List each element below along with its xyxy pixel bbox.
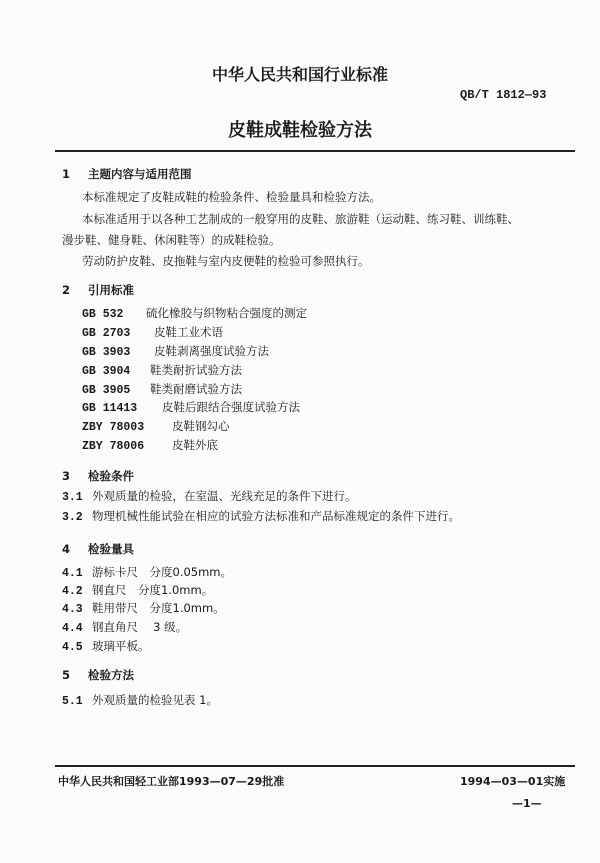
clause-number: 4.2 bbox=[62, 585, 83, 598]
reference-item bbox=[82, 399, 300, 415]
reference-title: 硫化橡胶与织物粘合强度的测定 bbox=[146, 306, 307, 320]
reference-code: ZBY 78006 bbox=[82, 440, 145, 453]
paragraph: 本标准规定了皮鞋成鞋的检验条件、检验量具和检验方法。 bbox=[82, 190, 381, 204]
reference-item bbox=[82, 343, 269, 359]
clause bbox=[62, 582, 213, 598]
paragraph: 劳动防护皮鞋、皮拖鞋与室内皮便鞋的检验可参照执行。 bbox=[82, 254, 370, 268]
section-2-heading bbox=[62, 282, 134, 298]
reference-code: GB 532 bbox=[82, 308, 124, 321]
standard-number: QB/T 1812—93 bbox=[460, 88, 547, 102]
clause-text: 外观质量的检验见表 1。 bbox=[92, 693, 218, 707]
section-title: 检验方法 bbox=[88, 668, 135, 682]
clause-number: 5.1 bbox=[62, 695, 83, 708]
section-number: 1 bbox=[62, 167, 71, 181]
header-rule bbox=[55, 150, 575, 152]
footer-rule bbox=[55, 765, 575, 767]
clause-number: 4.1 bbox=[62, 567, 83, 580]
reference-item bbox=[82, 305, 307, 321]
clause-text: 物理机械性能试验在相应的试验方法标准和产品标准规定的条件下进行。 bbox=[92, 509, 460, 523]
clause-text: 钢直角尺 3 级。 bbox=[92, 620, 188, 634]
clause-text: 鞋用带尺 分度1.0mm。 bbox=[92, 601, 225, 615]
doc-title: 皮鞋成鞋检验方法 bbox=[228, 120, 372, 141]
paragraph: 漫步鞋、健身鞋、休闲鞋等）的成鞋检验。 bbox=[62, 233, 281, 247]
reference-title: 鞋类耐磨试验方法 bbox=[150, 382, 242, 396]
clause-text: 外观质量的检验，在室温、光线充足的条件下进行。 bbox=[92, 489, 357, 503]
clause-number: 3.2 bbox=[62, 511, 83, 524]
reference-code: GB 3903 bbox=[82, 346, 131, 359]
clause-number: 4.3 bbox=[62, 603, 83, 616]
clause bbox=[62, 508, 460, 524]
reference-item bbox=[82, 381, 242, 397]
page-number: —1— bbox=[512, 797, 542, 810]
reference-code: GB 2703 bbox=[82, 327, 131, 340]
reference-item bbox=[82, 418, 230, 434]
clause-text: 玻璃平板。 bbox=[92, 639, 150, 653]
reference-title: 皮鞋外底 bbox=[172, 438, 218, 452]
org-title: 中华人民共和国行业标准 bbox=[211, 65, 388, 84]
section-4-heading bbox=[62, 541, 134, 557]
reference-item bbox=[82, 437, 218, 453]
clause-number: 3.1 bbox=[62, 491, 83, 504]
reference-title: 皮鞋后跟结合强度试验方法 bbox=[162, 400, 300, 414]
effective-date: 1994—03—01实施 bbox=[460, 775, 566, 788]
reference-item bbox=[82, 362, 242, 378]
clause bbox=[62, 564, 232, 580]
reference-title: 鞋类耐折试验方法 bbox=[150, 363, 242, 377]
reference-code: GB 11413 bbox=[82, 402, 138, 415]
reference-code: GB 3905 bbox=[82, 384, 131, 397]
clause bbox=[62, 600, 225, 616]
reference-title: 皮鞋钢勾心 bbox=[172, 419, 230, 433]
section-3-heading bbox=[62, 468, 134, 484]
clause-number: 4.4 bbox=[62, 622, 83, 635]
reference-title: 皮鞋工业术语 bbox=[154, 325, 223, 339]
clause-number: 4.5 bbox=[62, 641, 83, 654]
section-title: 检验条件 bbox=[88, 469, 135, 483]
approval-text: 中华人民共和国轻工业部1993—07—29批准 bbox=[58, 775, 285, 788]
paragraph: 本标准适用于以各种工艺制成的一般穿用的皮鞋、旅游鞋（运动鞋、练习鞋、训练鞋、 bbox=[82, 212, 519, 226]
section-title: 主题内容与适用范围 bbox=[88, 167, 192, 181]
clause bbox=[62, 638, 150, 654]
reference-code: ZBY 78003 bbox=[82, 421, 145, 434]
section-title: 检验量具 bbox=[88, 542, 135, 556]
section-5-heading bbox=[62, 667, 134, 683]
section-number: 3 bbox=[62, 469, 71, 483]
clause bbox=[62, 692, 218, 708]
clause-text: 游标卡尺 分度0.05mm。 bbox=[92, 565, 233, 579]
section-number: 5 bbox=[62, 668, 71, 682]
section-1-heading bbox=[62, 166, 192, 182]
clause-text: 钢直尺 分度1.0mm。 bbox=[92, 583, 214, 597]
reference-item bbox=[82, 324, 223, 340]
reference-code: GB 3904 bbox=[82, 365, 131, 378]
reference-title: 皮鞋剥离强度试验方法 bbox=[154, 344, 269, 358]
clause bbox=[62, 619, 187, 635]
section-number: 2 bbox=[62, 283, 71, 297]
section-number: 4 bbox=[62, 542, 71, 556]
clause bbox=[62, 488, 357, 504]
section-title: 引用标准 bbox=[88, 283, 135, 297]
